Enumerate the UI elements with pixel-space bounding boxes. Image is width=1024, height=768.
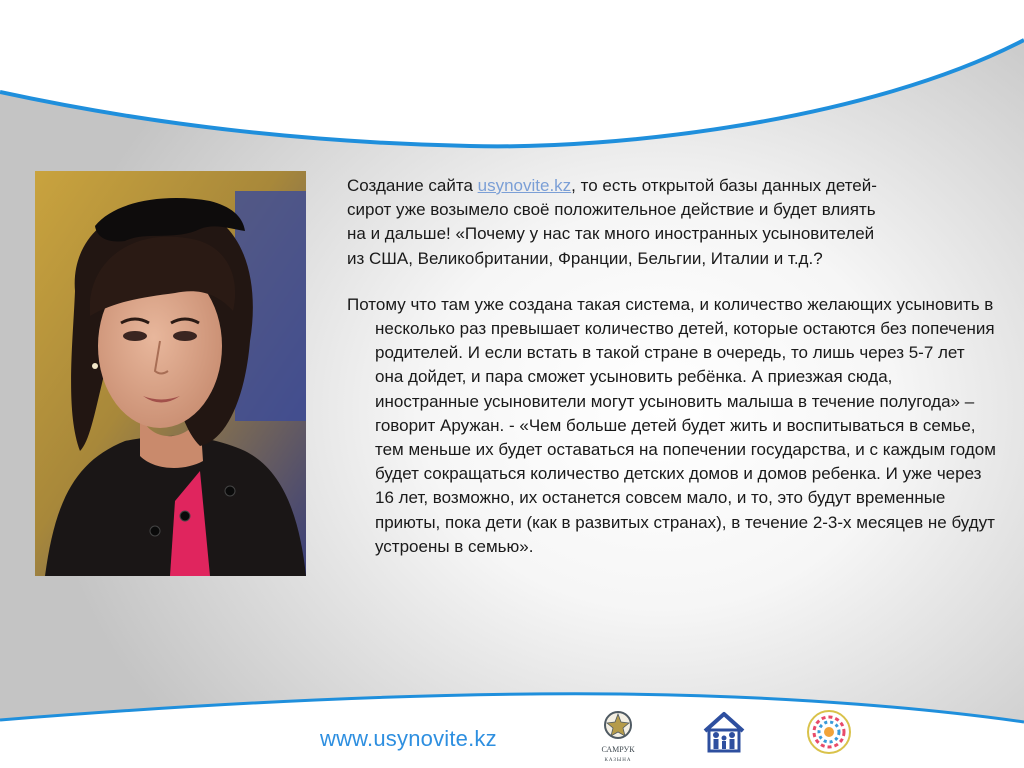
paragraph-2: Потому что там уже создана такая система, и количество желающих усыновить в несколько раз превышает количество детей, которые остаются без попечения родителей. И если встать в такой стране в очередь, то лишь через 5-7 лет она дойдет, и пара сможет усыновить ребёнка. А приезжая сюда, иностранные усыновители могут усыновить малыша в течение полугода» – говорит Аружан. - «Чем больше детей будет жить и воспитываться в семье, тем меньше их будет оставаться на попечении государства, и с каждым годом будет сокращаться количество детских домов и домов ребенка. И уже через 16 лет, возможно, их останется совсем мало, и то, это будут временные приюты, пока дети (как в развитых странах), в течение 2-3-х месяцев не будут устроены в семью».: [347, 294, 996, 556]
children-circle-logo: [806, 709, 852, 755]
samruk-kazyna-logo: [598, 708, 638, 764]
kazyna-logo-text: КАЗЫНА: [604, 758, 632, 763]
samruk-logo-text: САМРУК: [601, 745, 635, 754]
top-curve-band: [0, 0, 1024, 160]
paragraph-1-lead: Создание сайта: [347, 176, 478, 195]
site-link[interactable]: usynovite.kz: [477, 176, 572, 195]
portrait-photo: [35, 171, 306, 576]
paragraph-1-rest: , то есть открытой базы данных детей-сирот уже возымело своё положительное действие и будет влиять на и дальше! «Почему у нас так много иностранных усыновителей из США, Великобритании, Франции, Бельгии, Италии и т.д.?: [347, 176, 877, 268]
paragraph-1: [347, 174, 887, 271]
bottom-curve-band: [0, 688, 1024, 768]
family-house-logo: [703, 711, 745, 753]
article-text: [347, 174, 997, 559]
footer-site-url[interactable]: www.usynovite.kz: [320, 726, 497, 751]
